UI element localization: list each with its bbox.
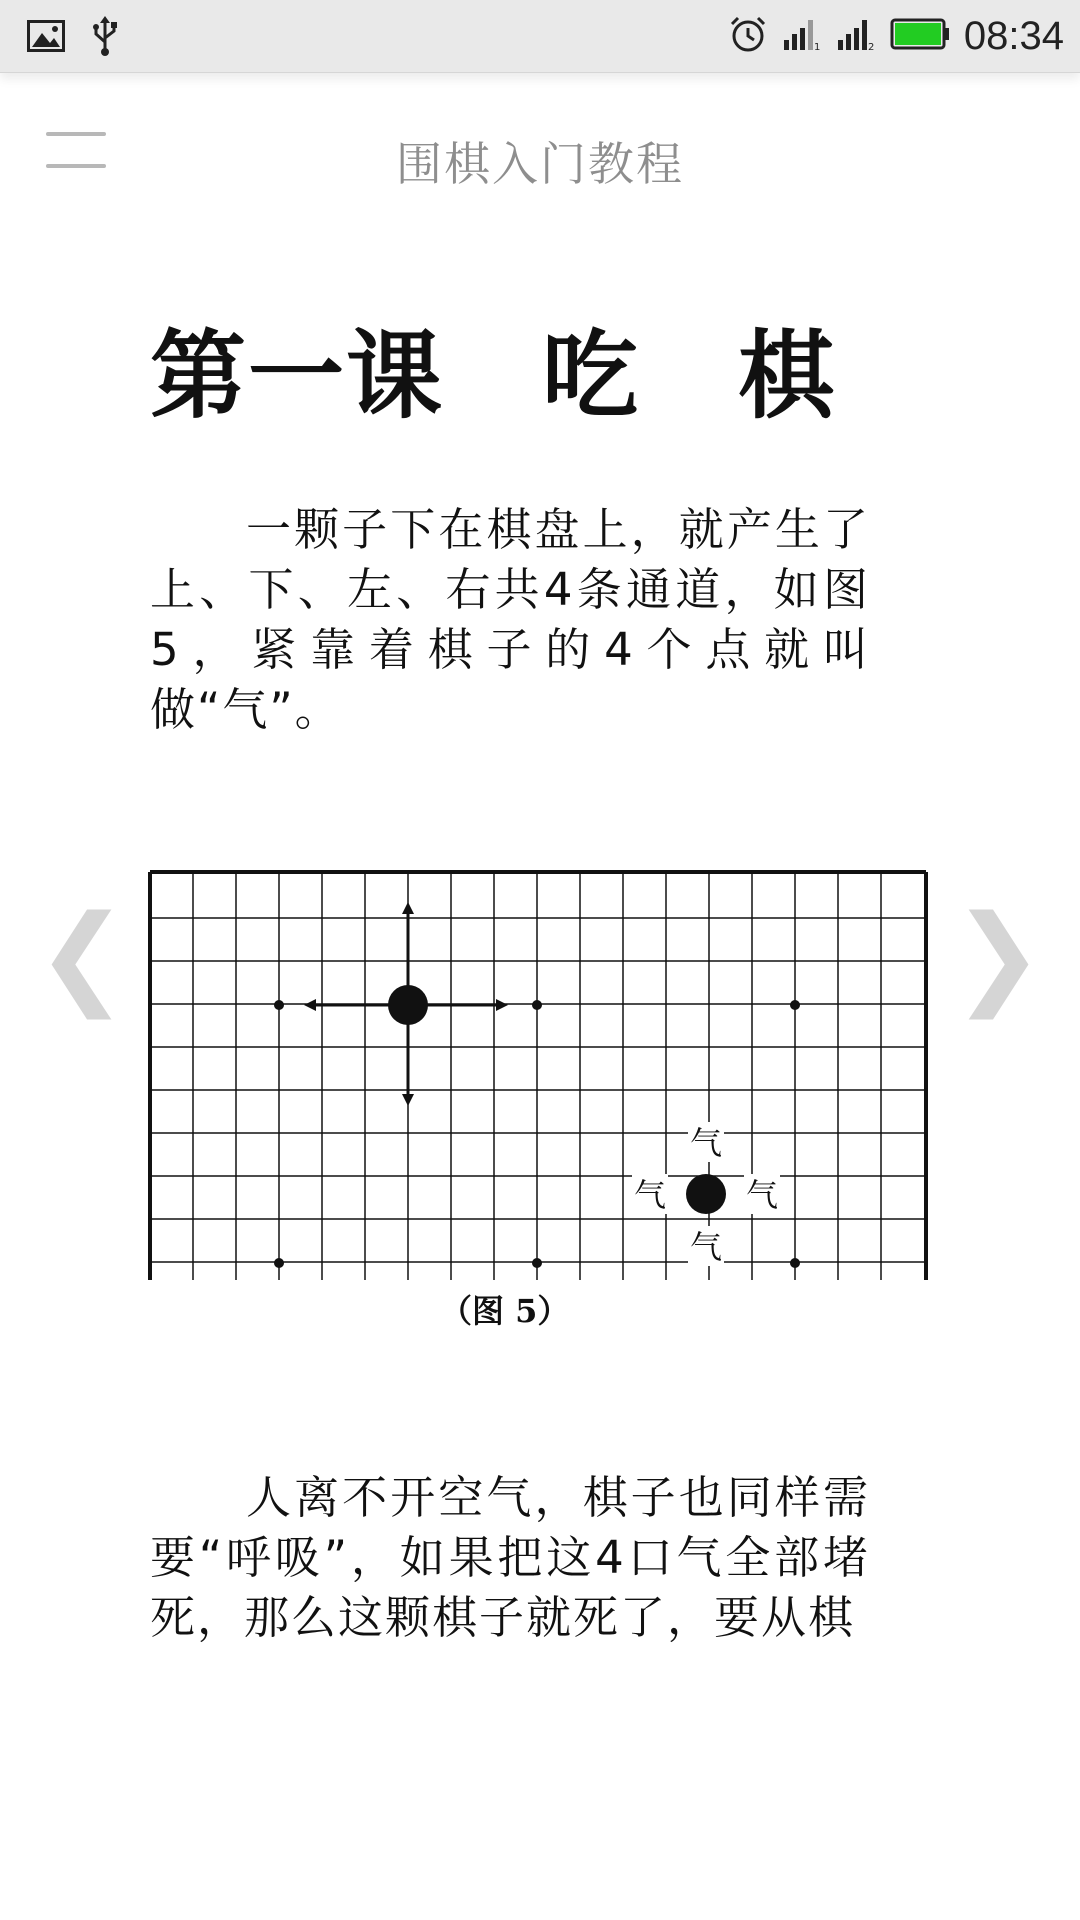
svg-text:1: 1 — [813, 42, 821, 52]
star-point — [274, 1000, 284, 1010]
usb-icon — [90, 16, 120, 60]
status-bar — [0, 0, 1080, 73]
app-title: 围棋入门教程 — [396, 137, 684, 191]
star-point — [532, 1258, 542, 1268]
paragraph-2: 人离不开空气，棋子也同样需要“呼吸”，如果把这4口气全部堵死，那么这颗棋子就死了，要从棋 — [150, 1471, 870, 1644]
star-point — [274, 1258, 284, 1268]
paragraph-1: 一颗子下在棋盘上，就产生了上、下、左、右共4条通道，如图5，紧靠着棋子的4个点就叫做“气”。 — [150, 503, 870, 736]
black-stone-1 — [388, 985, 428, 1025]
gallery-icon — [26, 19, 66, 57]
arrow-up-head — [402, 902, 414, 914]
star-point — [532, 1000, 542, 1010]
arrow-down-head — [402, 1094, 414, 1106]
status-bar-left — [26, 16, 120, 60]
status-bar-right — [728, 10, 1064, 62]
liberty-label-right: 气 — [745, 1176, 779, 1214]
go-board — [148, 870, 934, 1290]
prev-page-button[interactable]: ❮ — [36, 891, 129, 1019]
signal-2-icon — [836, 16, 876, 56]
go-board-figure — [148, 870, 934, 1330]
star-point — [790, 1258, 800, 1268]
star-point — [790, 1000, 800, 1010]
svg-text:2: 2 — [867, 42, 875, 52]
lesson-title: 第一课 吃 棋 — [150, 320, 836, 432]
signal-1-icon — [782, 16, 822, 56]
arrow-left-head — [304, 999, 316, 1011]
next-page-button[interactable]: ❯ — [951, 891, 1044, 1019]
liberty-label-top: 气 — [689, 1124, 723, 1162]
liberty-label-left: 气 — [633, 1176, 667, 1214]
battery-icon — [890, 17, 950, 55]
black-stone-2 — [686, 1174, 726, 1214]
alarm-icon — [728, 14, 768, 58]
liberty-label-bottom: 气 — [689, 1228, 723, 1266]
arrow-right-head — [496, 999, 508, 1011]
figure-caption: （图 5） — [440, 1292, 570, 1330]
status-time: 08:34 — [963, 14, 1064, 58]
